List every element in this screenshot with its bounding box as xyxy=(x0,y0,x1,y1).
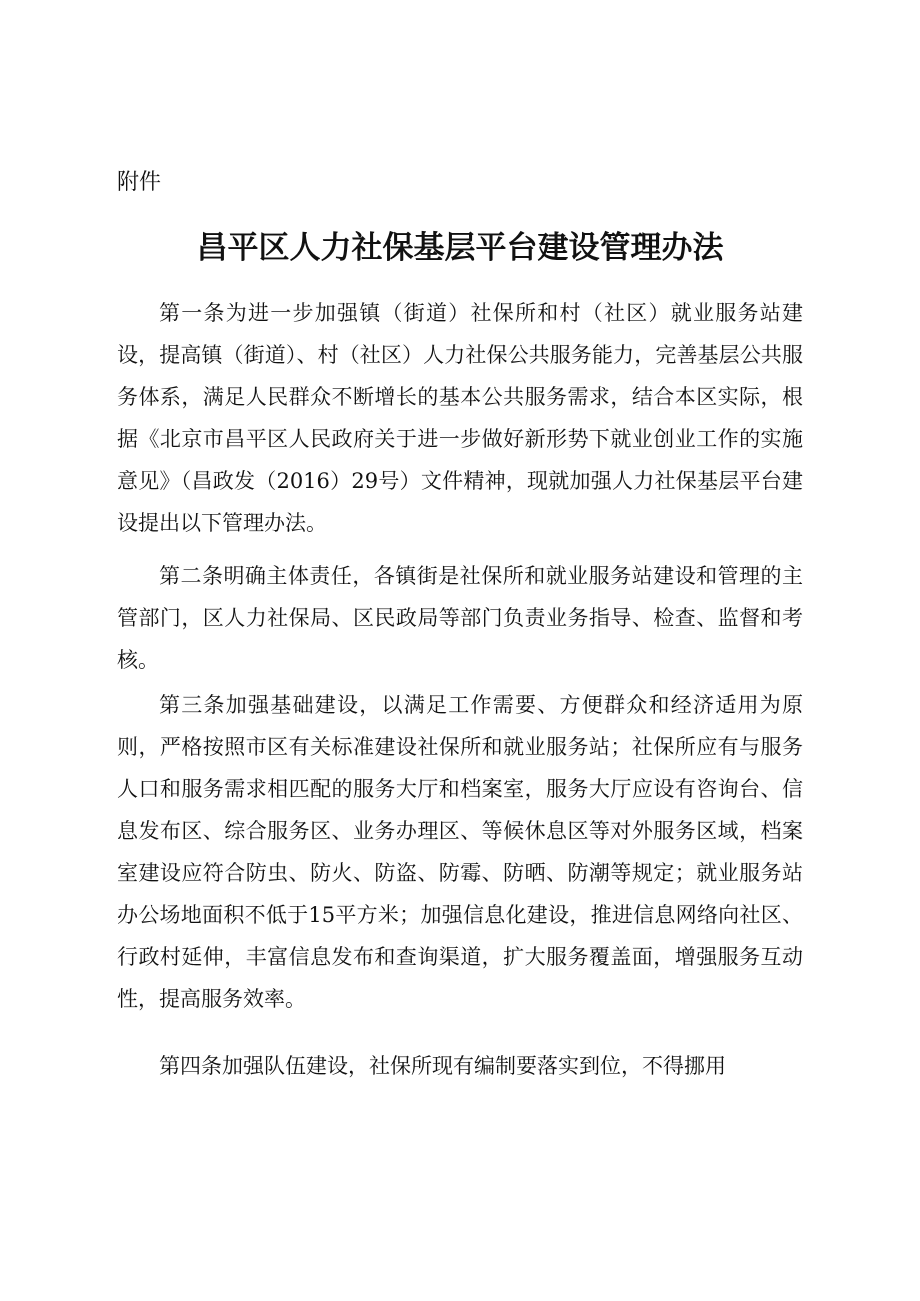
document-title: 昌平区人力社保基层平台建设管理办法 xyxy=(196,230,724,266)
article-4-paragraph: 第四条加强队伍建设，社保所现有编制要落实到位，不得挪用 xyxy=(159,1054,726,1078)
article-1-paragraph: 第一条为进一步加强镇（街道）社保所和村（社区）就业服务站建设，提高镇（街道）、村（社区）人力社保公共服务能力，完善基层公共服务体系，满足人民群众不断增长的基本公共服务需求，结合本区实际，根据《北京市昌平区人民政府关于进一步做好新形势下就业创业工作的实施意见》（昌政发（2016）29号）文件精神，现就加强人力社保基层平台建设提出以下管理办法。 xyxy=(117,301,803,535)
article-2-paragraph: 第二条明确主体责任，各镇街是社保所和就业服务站建设和管理的主管部门，区人力社保局、区民政局等部门负责业务指导、检查、监督和考核。 xyxy=(117,564,803,672)
attachment-label: 附件 xyxy=(117,170,162,195)
article-3-paragraph: 第三条加强基础建设，以满足工作需要、方便群众和经济适用为原则，严格按照市区有关标准建设社保所和就业服务站；社保所应有与服务人口和服务需求相匹配的服务大厅和档案室，服务大厅应设有咨询台、信息发布区、综合服务区、业务办理区、等候休息区等对外服务区域，档案室建设应符合防虫、防火、防盗、防霉、防晒、防潮等规定；就业服务站办公场地面积不低于15平方米；加强信息化建设，推进信息网络向社区、行政村延伸，丰富信息发布和查询渠道，扩大服务覆盖面，增强服务互动性，提高服务效率。 xyxy=(117,693,803,1011)
